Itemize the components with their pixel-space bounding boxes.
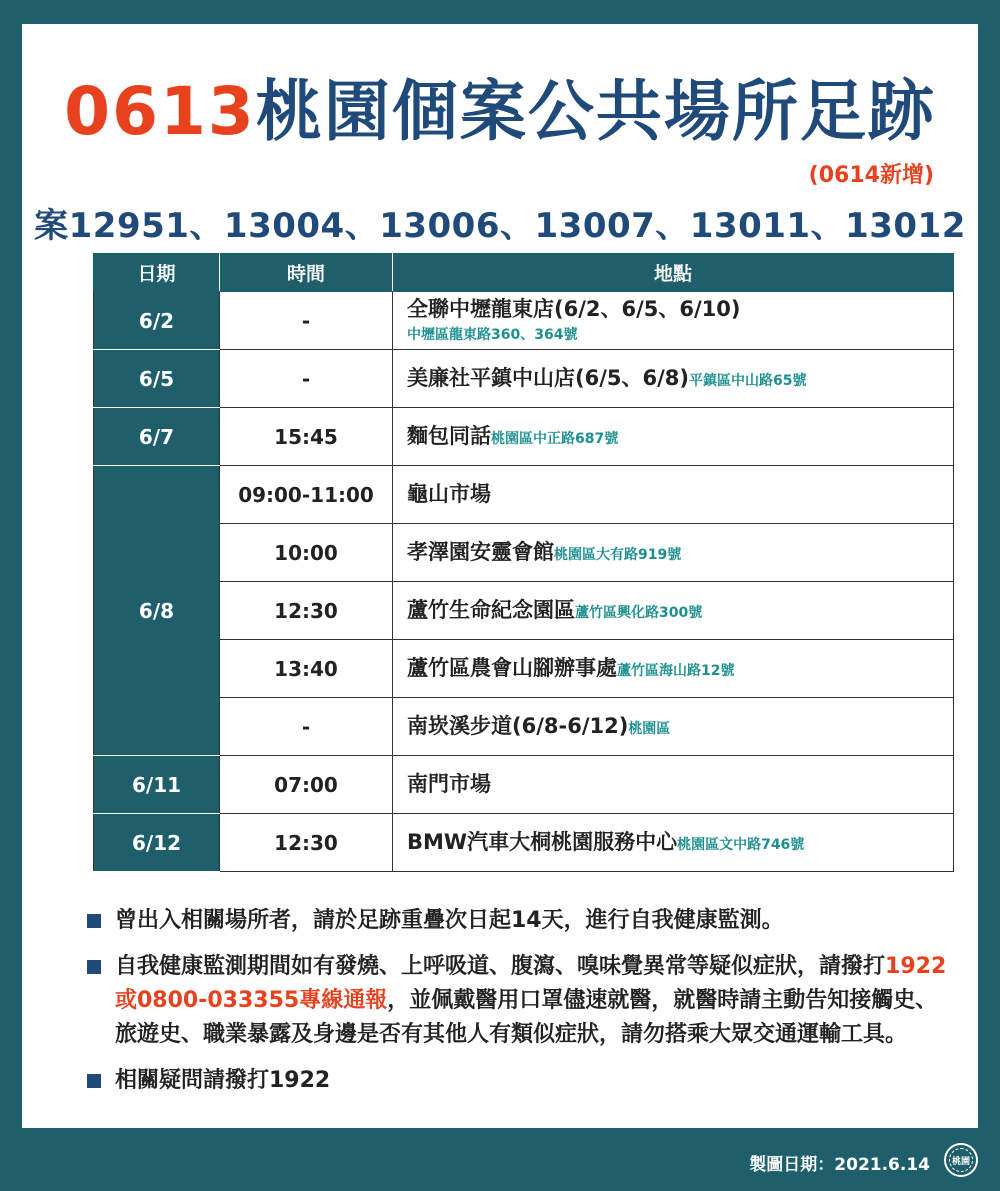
- place-name: 蘆竹生命紀念園區: [407, 598, 575, 623]
- note-monitoring: [87, 904, 957, 938]
- place-address: 桃園區中正路687號: [491, 431, 619, 448]
- table-row: [94, 698, 954, 756]
- place-cell: [393, 524, 954, 582]
- note-symptoms: [87, 950, 957, 1052]
- place-cell: [393, 350, 954, 408]
- place-address: 桃園區: [628, 721, 671, 738]
- place-name: 南崁溪步道(6/8-6/12): [407, 714, 629, 739]
- time-cell: 10:00: [220, 524, 393, 582]
- table-row: [94, 292, 954, 350]
- case-numbers: 案12951、13004、13006、13007、13011、13012: [34, 206, 966, 246]
- table-row: [94, 582, 954, 640]
- chart-date-footer: 製圖日期：2021.6.14: [749, 1155, 930, 1175]
- table-row: [94, 408, 954, 466]
- note-text: 曾出入相關場所者，請於足跡重疊次日起14天，進行自我健康監測。: [115, 908, 784, 933]
- note-text: [115, 950, 957, 1052]
- place-name: 南門市場: [407, 772, 491, 797]
- title-date: 0613: [64, 73, 256, 150]
- place-name: 孝澤園安靈會館: [407, 540, 554, 565]
- time-cell: -: [220, 698, 393, 756]
- bullet-square-icon: [87, 914, 101, 928]
- place-cell: [393, 698, 954, 756]
- footprint-table: [93, 253, 954, 872]
- place-name: 美廉社平鎮中山店(6/5、6/8): [407, 366, 689, 391]
- place-cell: [393, 292, 954, 350]
- time-cell: -: [220, 350, 393, 408]
- time-cell: 12:30: [220, 814, 393, 872]
- place-address: 桃園區大有路919號: [554, 547, 682, 564]
- header-date: 日期: [94, 254, 220, 292]
- time-cell: -: [220, 292, 393, 350]
- place-name: 全聯中壢龍東店(6/2、6/5、6/10): [407, 296, 741, 321]
- time-cell: 15:45: [220, 408, 393, 466]
- taoyuan-logo-icon: [944, 1143, 978, 1177]
- table-row: [94, 640, 954, 698]
- place-cell: [393, 582, 954, 640]
- table-row: [94, 814, 954, 872]
- table-row: [94, 466, 954, 524]
- logo-text: 桃園: [951, 1156, 970, 1167]
- bullet-square-icon: [87, 960, 101, 974]
- hotline-highlight: 1922或0800-033355專線通報: [115, 954, 947, 1013]
- place-cell: [393, 466, 954, 524]
- place-name: 蘆竹區農會山腳辦事處: [407, 656, 617, 681]
- table-header-row: [94, 254, 954, 292]
- note-text: 相關疑問請撥打1922: [115, 1068, 331, 1093]
- place-cell: [393, 408, 954, 466]
- poster-card: [22, 24, 978, 1128]
- place-name: 龜山市場: [407, 482, 491, 507]
- place-address: 蘆竹區海山路12號: [617, 663, 735, 680]
- place-address: 中壢區龍東路360、364號: [407, 327, 578, 344]
- date-cell: 6/8: [94, 466, 220, 756]
- place-cell: [393, 640, 954, 698]
- note-text-part: 自我健康監測期間如有發燒、上呼吸道、腹瀉、嗅味覺異常等疑似症狀，請撥打: [115, 954, 886, 979]
- place-name: BMW汽車大桐桃園服務中心: [407, 830, 678, 855]
- date-cell: 6/12: [94, 814, 220, 872]
- place-address: 蘆竹區興化路300號: [575, 605, 703, 622]
- note-questions: [87, 1064, 957, 1098]
- note-text-part: ，並佩戴醫用口罩儘速就醫，就醫時請主動告知接觸史、旅遊史、職業暴露及身邊是否有其他人有類似症狀，請勿搭乘大眾交通運輸工具。: [115, 988, 938, 1047]
- table-row: [94, 756, 954, 814]
- date-cell: 6/11: [94, 756, 220, 814]
- time-cell: 09:00-11:00: [220, 466, 393, 524]
- time-cell: 12:30: [220, 582, 393, 640]
- place-cell: [393, 814, 954, 872]
- header-place: 地點: [393, 254, 954, 292]
- notes-section: [87, 904, 957, 1110]
- page-title: [22, 72, 978, 152]
- title-text: 桃園個案公共場所足跡: [255, 73, 936, 150]
- date-cell: 6/5: [94, 350, 220, 408]
- table-body: [94, 292, 954, 872]
- place-cell: [393, 756, 954, 814]
- table-row: [94, 350, 954, 408]
- date-cell: 6/7: [94, 408, 220, 466]
- table-row: [94, 524, 954, 582]
- date-cell: 6/2: [94, 292, 220, 350]
- header-time: 時間: [220, 254, 393, 292]
- time-cell: 13:40: [220, 640, 393, 698]
- place-address: 桃園區文中路746號: [677, 837, 805, 854]
- place-address: 平鎮區中山路65號: [688, 373, 807, 390]
- added-note: (0614新增): [808, 163, 934, 188]
- time-cell: 07:00: [220, 756, 393, 814]
- bullet-square-icon: [87, 1074, 101, 1088]
- place-name: 麵包同話: [407, 424, 491, 449]
